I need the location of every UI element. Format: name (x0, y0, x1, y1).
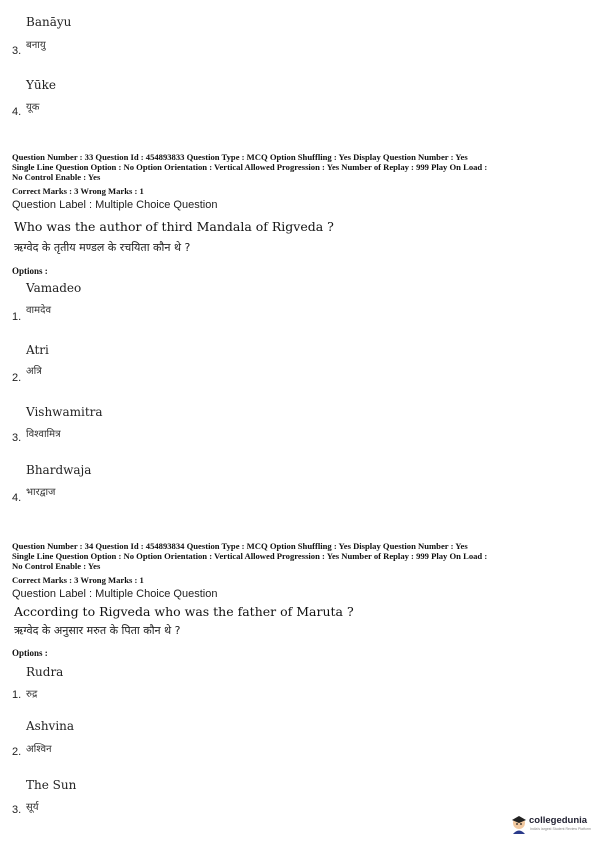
option-text-hi: बनायु (26, 40, 46, 51)
option-text-en: Banāyu (26, 15, 72, 29)
option-text-en: Rudra (26, 665, 64, 679)
marks-info: Correct Marks : 3 Wrong Marks : 1 (12, 575, 144, 585)
question-text-en: According to Rigveda who was the father of Maruta ? (14, 604, 354, 619)
logo-name: collegedunia (529, 815, 588, 826)
question-metadata (12, 541, 487, 571)
option-text-hi: वामदेव (26, 305, 51, 316)
metadata-line: Single Line Question Option : No Option Orientation : Vertical Allowed Progression : Yes Number of Replay : 999 Play On Load : (12, 551, 488, 561)
question-text-hi: ऋग्वेद के अनुसार मरुत के पिता कौन थे ? (14, 624, 181, 637)
option-number: 2. (12, 372, 22, 384)
option-text-en: Bhardwaja (26, 463, 92, 477)
metadata-line: No Control Enable : Yes (12, 561, 101, 571)
option-text-hi: सूर्य (26, 802, 39, 813)
question-text-hi: ऋग्वेद के तृतीय मण्डल के रचयिता कौन थे ? (14, 241, 191, 254)
option-text-en: Vamadeo (26, 281, 82, 295)
option-number: 1. (12, 689, 22, 701)
metadata-line: Question Number : 33 Question Id : 454893833 Question Type : MCQ Option Shuffling : Yes Display Question Number : Yes (12, 152, 468, 162)
option-number: 3. (12, 804, 22, 816)
metadata-line: Question Number : 34 Question Id : 454893834 Question Type : MCQ Option Shuffling : Yes Display Question Number : Yes (12, 541, 468, 551)
question-label: Question Label : Multiple Choice Question (12, 199, 218, 211)
question-text-en: Who was the author of third Mandala of Rigveda ? (14, 219, 334, 234)
marks-info: Correct Marks : 3 Wrong Marks : 1 (12, 186, 144, 196)
option-text-hi: अत्रि (26, 366, 42, 377)
options-heading: Options : (12, 266, 48, 276)
option-number: 1. (12, 311, 22, 323)
option-number: 3. (12, 432, 22, 444)
logo-tagline: India's largest Student Review Platform (530, 827, 591, 831)
option-number: 4. (12, 492, 22, 504)
option-text-hi: भारद्वाज (26, 487, 56, 498)
option-text-en: Vishwamitra (26, 405, 103, 419)
metadata-line: Single Line Question Option : No Option Orientation : Vertical Allowed Progression : Yes Number of Replay : 999 Play On Load : (12, 162, 488, 172)
options-heading: Options : (12, 648, 48, 658)
option-text-en: The Sun (26, 778, 77, 792)
option-text-hi: विश्वामित्र (26, 429, 61, 440)
question-metadata (12, 152, 487, 182)
metadata-line: No Control Enable : Yes (12, 172, 101, 182)
option-text-en: Yūke (26, 78, 57, 92)
option-text-hi: अश्विन (26, 744, 52, 755)
option-text-en: Ashvina (26, 719, 75, 733)
collegedunia-logo (510, 813, 590, 835)
option-number: 2. (12, 746, 22, 758)
option-number: 4. (12, 106, 22, 118)
question-label: Question Label : Multiple Choice Question (12, 588, 218, 600)
mascot-icon (510, 814, 528, 834)
option-text-hi: रुद्र (26, 689, 38, 700)
option-number: 3. (12, 45, 22, 57)
option-text-hi: यूक (26, 102, 40, 113)
option-text-en: Atri (26, 343, 49, 357)
